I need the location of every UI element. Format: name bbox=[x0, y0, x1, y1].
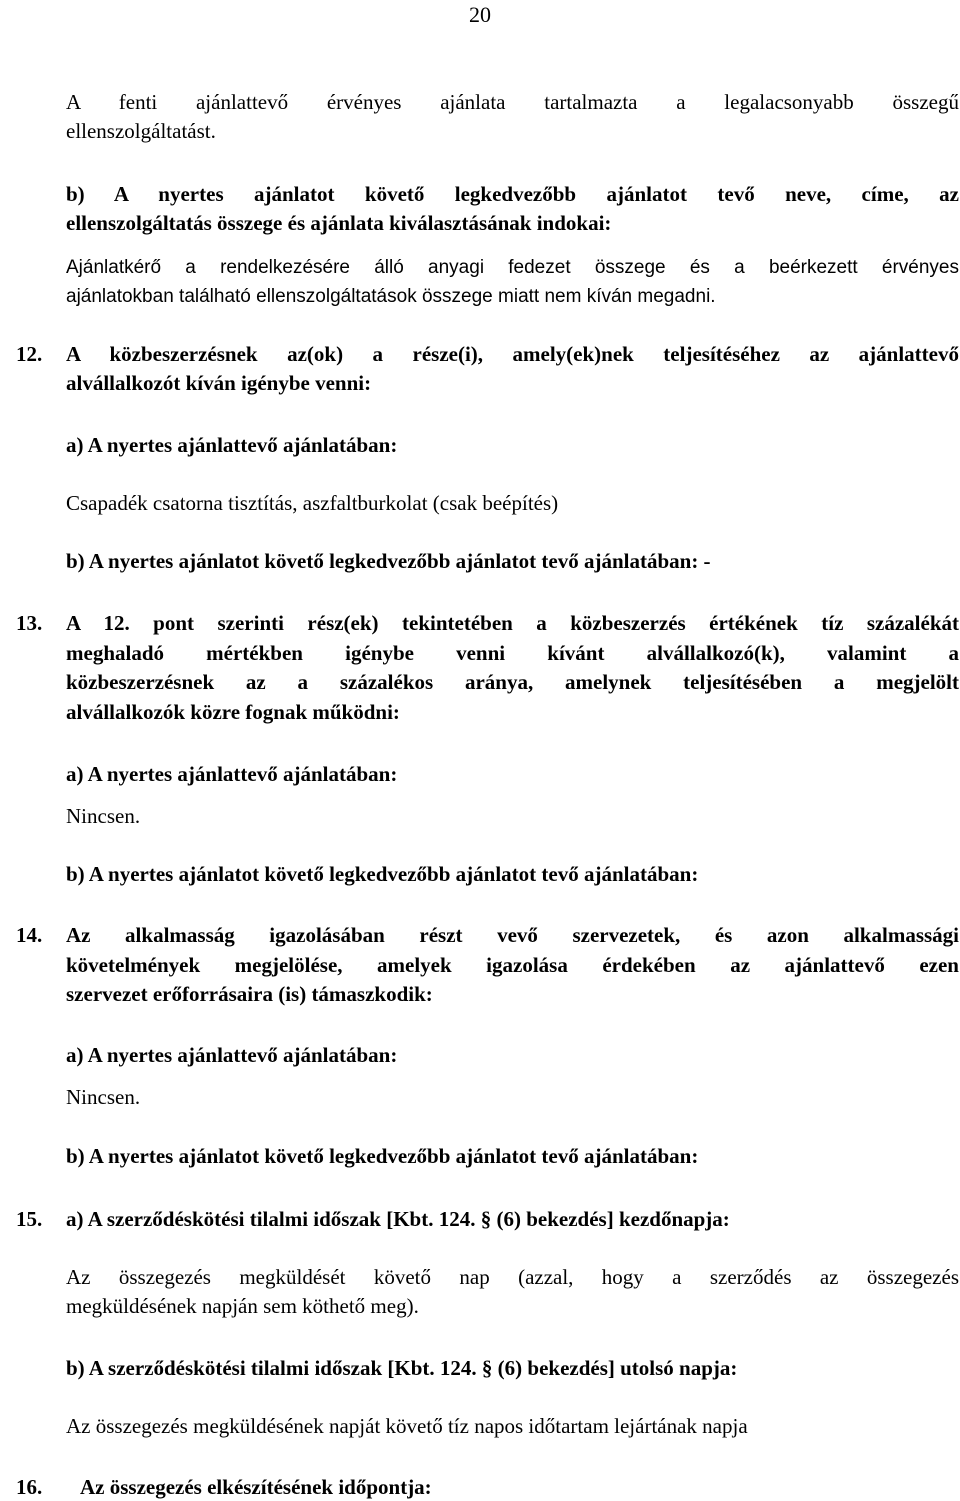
section-14-number: 14. bbox=[16, 923, 43, 947]
section-13-heading-line-3: közbeszerzésnek az a százalékos aránya, amelynek teljesítésében a megjelölt bbox=[66, 670, 959, 694]
section-12-a-value: Csapadék csatorna tisztítás, aszfaltburkolat (csak beépítés) bbox=[66, 491, 559, 515]
next-bidder-body-line-1: Ajánlatkérő a rendelkezésére álló anyagi fedezet összege és a beérkezett érvényes bbox=[66, 257, 959, 278]
section-13-heading-line-4: alvállalkozók közre fognak működni: bbox=[66, 700, 400, 724]
section-15-b-heading: b) A szerződéskötési tilalmi időszak [Kbt. 124. § (6) bekezdés] utolsó napja: bbox=[66, 1356, 738, 1380]
section-12-heading-line-2: alvállalkozót kíván igénybe venni: bbox=[66, 371, 372, 395]
section-12-heading-line-1: A közbeszerzésnek az(ok) a része(i), amely(ek)nek teljesítéséhez az ajánlattevő bbox=[66, 342, 959, 366]
section-14-heading-line-1: Az alkalmasság igazolásában részt vevő szervezetek, és azon alkalmassági bbox=[66, 923, 959, 947]
section-14-heading-line-2: követelmények megjelölése, amelyek igazolása érdekében az ajánlattevő ezen bbox=[66, 953, 959, 977]
section-12-a-label: a) A nyertes ajánlattevő ajánlatában: bbox=[66, 433, 398, 457]
section-16-heading: Az összegezés elkészítésének időpontja: bbox=[80, 1475, 432, 1499]
section-13-b-label: b) A nyertes ajánlatot követő legkedvezőbb ajánlatot tevő ajánlatában: bbox=[66, 862, 699, 886]
next-bidder-heading-line-2: ellenszolgáltatás összege és ajánlata kiválasztásának indokai: bbox=[66, 211, 612, 235]
section-13-a-value: Nincsen. bbox=[66, 804, 141, 828]
section-13-a-label: a) A nyertes ajánlattevő ajánlatában: bbox=[66, 762, 398, 786]
intro-line-1: A fenti ajánlattevő érvényes ajánlata tartalmazta a legalacsonyabb összegű bbox=[66, 90, 959, 114]
section-14-heading-line-3: szervezet erőforrásaira (is) támaszkodik: bbox=[66, 982, 433, 1006]
section-14-a-label: a) A nyertes ajánlattevő ajánlatában: bbox=[66, 1043, 398, 1067]
section-16-number: 16. bbox=[16, 1475, 43, 1499]
section-14-a-value: Nincsen. bbox=[66, 1085, 141, 1109]
section-15-a-heading: a) A szerződéskötési tilalmi időszak [Kbt. 124. § (6) bekezdés] kezdőnapja: bbox=[66, 1207, 730, 1231]
section-13-heading-line-1: A 12. pont szerinti rész(ek) tekintetében a közbeszerzés értékének tíz százalékát bbox=[66, 611, 959, 635]
section-15-b-body: Az összegezés megküldésének napját követő tíz napos időtartam lejártának napja bbox=[66, 1414, 748, 1438]
section-13-number: 13. bbox=[16, 611, 43, 635]
section-15-a-body-line-1: Az összegezés megküldését követő nap (azzal, hogy a szerződés az összegezés bbox=[66, 1265, 959, 1289]
page-number: 20 bbox=[469, 2, 491, 27]
section-13-heading-line-2: meghaladó mértékben igénybe venni kívánt alvállalkozó(k), valamint a bbox=[66, 641, 959, 665]
intro-line-2: ellenszolgáltatást. bbox=[66, 119, 216, 143]
next-bidder-heading-line-1: b) A nyertes ajánlatot követő legkedvezőbb ajánlatot tevő neve, címe, az bbox=[66, 182, 959, 206]
section-15-a-body-line-2: megküldésének napján sem köthető meg). bbox=[66, 1294, 419, 1318]
section-15-number: 15. bbox=[16, 1207, 43, 1231]
section-12-b-label: b) A nyertes ajánlatot követő legkedvezőbb ajánlatot tevő ajánlatában: - bbox=[66, 549, 711, 573]
section-14-b-label: b) A nyertes ajánlatot követő legkedvezőbb ajánlatot tevő ajánlatában: bbox=[66, 1144, 699, 1168]
next-bidder-body-line-2: ajánlatokban található ellenszolgáltatások összege miatt nem kíván megadni. bbox=[66, 286, 716, 307]
section-12-number: 12. bbox=[16, 342, 43, 366]
